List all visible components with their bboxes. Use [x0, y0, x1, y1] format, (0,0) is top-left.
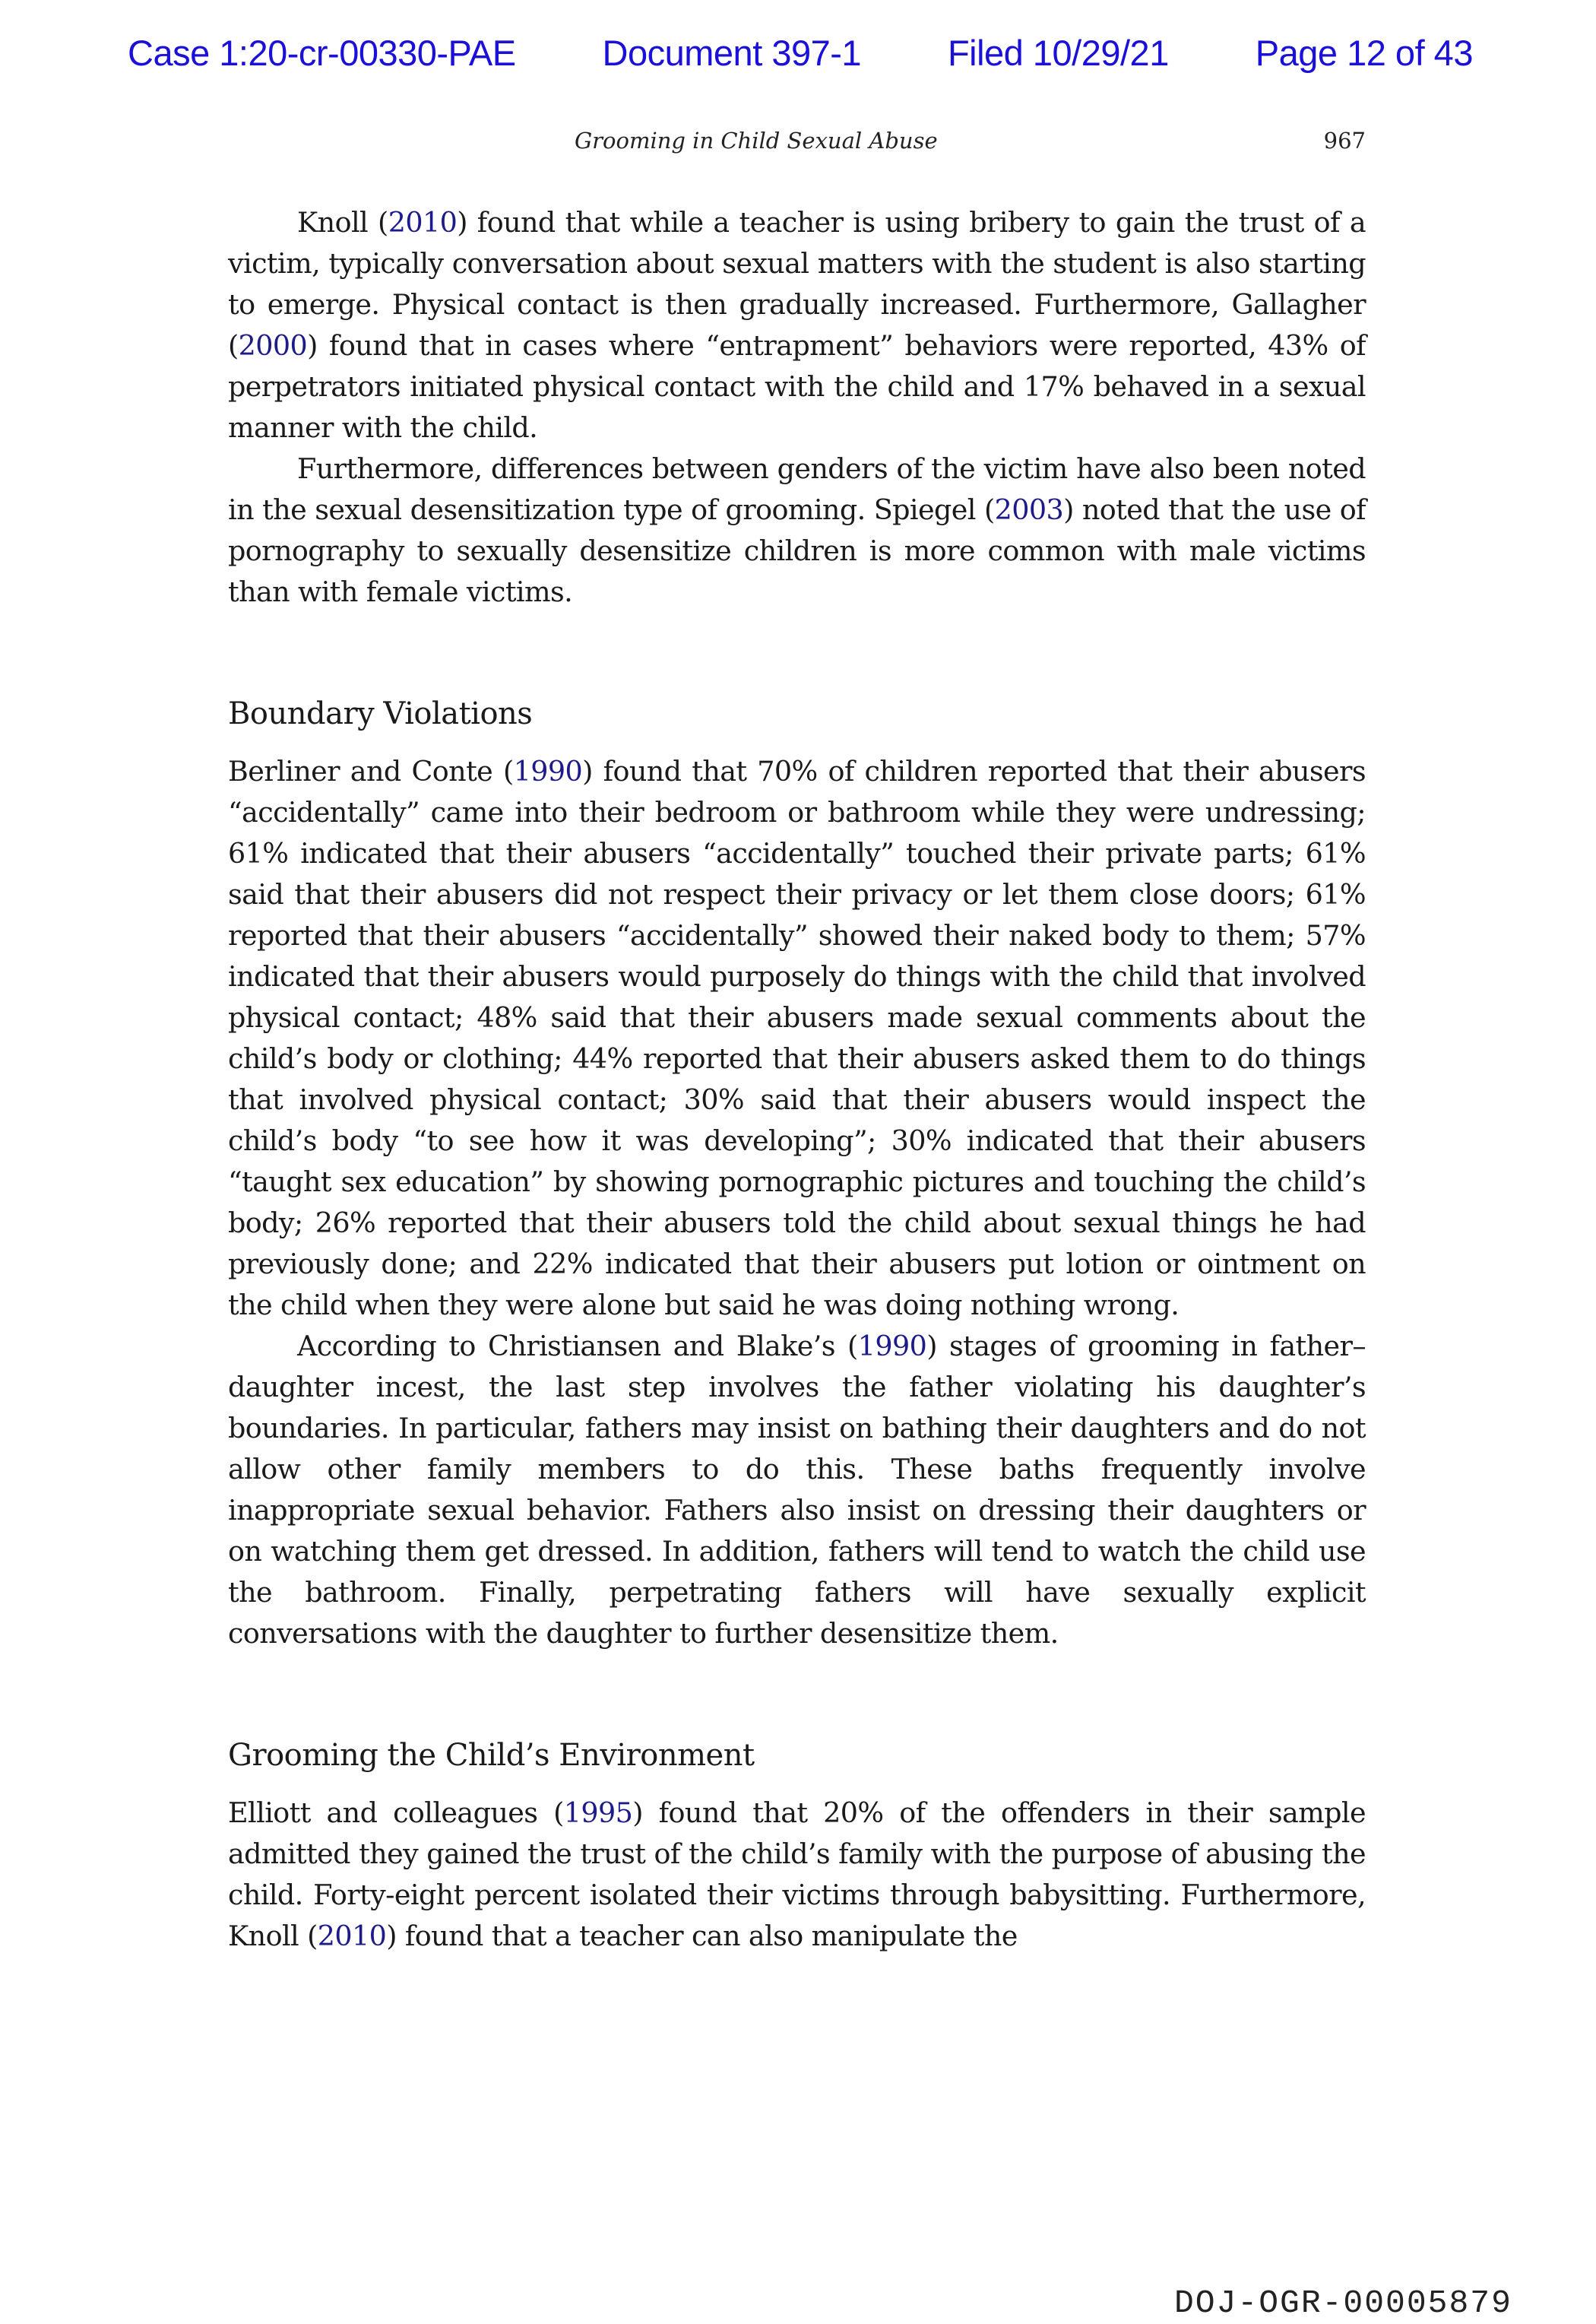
text: ) stages of grooming in father–daughter incest, the last step involves the father violating his daughter’s boundaries. In particular, fathers may insist on bathing their daughters and do not allow other family members to do this. These baths frequently involve inappropriate sexual behavior. Fathers also insist on dressing their daughters or on watching them get dressed. In addition, fathers will tend to watch the child use the bathroom. Finally, perpetrating fathers will have sexually explicit conversations with the daughter to further desensitize them.: [228, 1330, 1366, 1650]
filed-date: Filed 10/29/21: [947, 33, 1169, 73]
paragraph-berliner-conte: [228, 751, 1366, 1326]
citation-link[interactable]: 1990: [513, 755, 583, 788]
citation-link[interactable]: 2010: [317, 1920, 387, 1952]
section-heading-boundary-violations: Boundary Violations: [228, 696, 533, 731]
page-number: 967: [1323, 128, 1366, 154]
text: ) noted that the use of pornography to sexually desensitize children is more common with male victims than with female victims.: [228, 493, 1366, 608]
paragraph-elliott: [228, 1793, 1366, 1957]
text: Furthermore, differences between genders of the victim have also been noted in the sexual desensitization type of grooming. Spiegel (: [228, 452, 1366, 526]
citation-link[interactable]: 2003: [994, 493, 1064, 526]
text: ) found that in cases where “entrapment” behaviors were reported, 43% of perpetrators initiated physical contact with the child and 17% behaved in a sexual manner with the child.: [228, 329, 1366, 444]
text: Elliott and colleagues (: [228, 1796, 564, 1829]
page-indicator: Page 12 of 43: [1255, 33, 1473, 73]
text: ) found that a teacher can also manipulate the: [386, 1920, 1018, 1952]
citation-link[interactable]: 1995: [563, 1796, 633, 1829]
running-title: Grooming in Child Sexual Abuse: [575, 128, 938, 154]
paragraph-knoll-bribery: [228, 202, 1366, 449]
bates-stamp: DOJ-OGR-00005879: [1174, 2284, 1512, 2322]
text: Berliner and Conte (: [228, 755, 514, 788]
citation-link[interactable]: 2000: [238, 329, 308, 362]
document-number: Document 397-1: [602, 33, 862, 73]
case-filing-header: [128, 32, 1473, 74]
section-heading-childs-environment: Grooming the Child’s Environment: [228, 1738, 755, 1773]
paragraph-christiansen-blake: [228, 1326, 1366, 1654]
citation-link[interactable]: 1990: [857, 1330, 927, 1362]
case-number: Case 1:20-cr-00330-PAE: [128, 33, 516, 73]
running-header: [228, 128, 1366, 161]
text: According to Christiansen and Blake’s (: [297, 1330, 858, 1362]
citation-link[interactable]: 2010: [388, 206, 458, 239]
text: ) found that while a teacher is using bribery to gain the trust of a victim, typically conversation about sexual matters with the student is also starting to emerge. Physical contact is then gradually increased. Furthermore, Gallagher (: [228, 206, 1366, 362]
text: Knoll (: [297, 206, 388, 239]
paragraph-gender-differences: [228, 449, 1366, 613]
text: ) found that 70% of children reported that their abusers “accidentally” came into their bedroom or bathroom while they were undressing; 61% indicated that their abusers “accidentally” touched their private parts; 61% said that their abusers did not respect their privacy or let them close doors; 61% reported that their abusers “accidentally” showed their naked body to them; 57% indicated that their abusers would purposely do things with the child that involved physical contact; 48% said that their abusers made sexual comments about the child’s body or clothing; 44% reported that their abusers asked them to do things that involved physical contact; 30% said that their abusers would inspect the child’s body “to see how it was developing”; 30% indicated that their abusers “taught sex education” by showing pornographic pictures and touching the child’s body; 26% reported that their abusers told the child about sexual things he had previously done; and 22% indicated that their abusers put lotion or ointment on the child when they were alone but said he was doing nothing wrong.: [228, 755, 1366, 1321]
article-body: [228, 202, 1366, 1957]
text: ) found that 20% of the offenders in their sample admitted they gained the trust of the child’s family with the purpose of abusing the child. Forty-eight percent isolated their victims through babysitting. Furthermore, Knoll (: [228, 1796, 1366, 1952]
